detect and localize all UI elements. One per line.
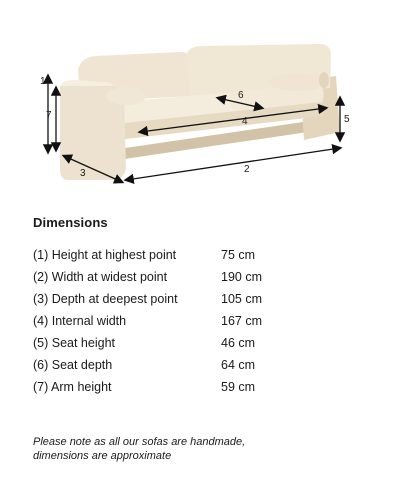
- sofa-dimension-diagram: [0, 0, 400, 200]
- dimension-marker-2: 2: [244, 164, 250, 175]
- dimension-marker-6: 6: [238, 90, 244, 101]
- dimensions-list: [33, 244, 333, 398]
- dimensions-heading: Dimensions: [33, 215, 108, 230]
- dimension-row-depth: [33, 288, 333, 310]
- dimension-value: 46 cm: [221, 336, 256, 350]
- dimension-marker-3: 3: [80, 168, 86, 179]
- note-line-2: dimensions are approximate: [33, 450, 172, 462]
- dimension-label: (5) Seat height: [33, 336, 115, 350]
- dimension-value: 59 cm: [221, 380, 256, 394]
- dimension-marker-5: 5: [344, 114, 350, 125]
- dimension-marker-4: 4: [242, 116, 248, 127]
- dimension-value: 167 cm: [221, 314, 262, 328]
- dimension-marker-7: 7: [46, 110, 52, 121]
- dimension-label: (1) Height at highest point: [33, 248, 177, 262]
- note-line-1: Please note as all our sofas are handmade,: [33, 436, 246, 448]
- dimension-label: (2) Width at widest point: [33, 270, 168, 284]
- dimension-row-internal-width: [33, 310, 333, 332]
- dimension-label: (6) Seat depth: [33, 358, 113, 372]
- sofa-right-bolster: [268, 73, 328, 91]
- dimension-value: 105 cm: [221, 292, 262, 306]
- dimension-value: 190 cm: [221, 270, 262, 284]
- dimension-value: 64 cm: [221, 358, 256, 372]
- dimension-row-seat-height: [33, 332, 333, 354]
- dimension-value: 75 cm: [221, 248, 256, 262]
- dimension-label: (3) Depth at deepest point: [33, 292, 178, 306]
- dimension-row-height: [33, 244, 333, 266]
- dimension-marker-1: 1: [40, 76, 46, 87]
- sofa-left-bolster: [106, 87, 146, 105]
- dimension-label: (4) Internal width: [33, 314, 127, 328]
- dimension-label: (7) Arm height: [33, 380, 112, 394]
- sofa-illustration: [0, 0, 400, 200]
- dimension-row-arm-height: [33, 376, 333, 398]
- handmade-note: [33, 435, 363, 463]
- dimension-row-width: [33, 266, 333, 288]
- dimension-row-seat-depth: [33, 354, 333, 376]
